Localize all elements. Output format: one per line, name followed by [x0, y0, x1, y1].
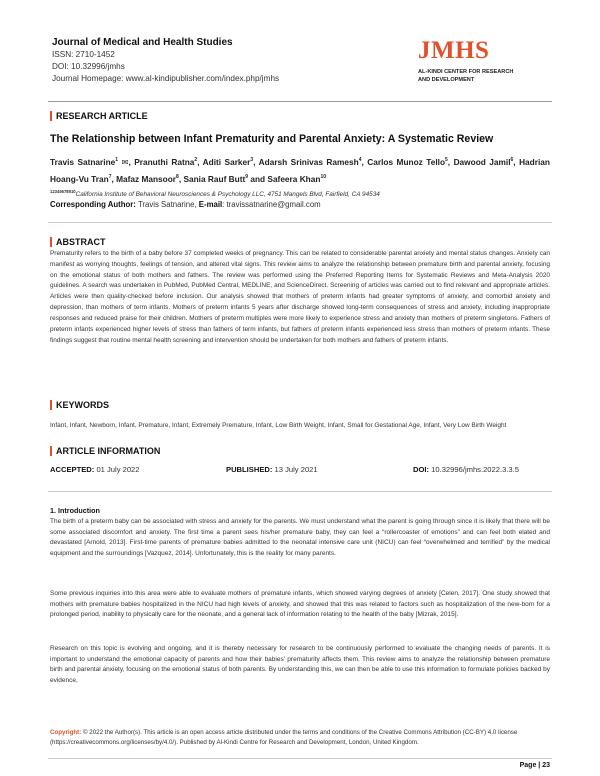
- keywords-text: Infant, Infant, Newborn, Infant, Premature, Infant, Extremely Premature, Infant, Low Birth Weight, Infant, Small for Gestational Age, Infant, Very Low Birth Weight: [50, 422, 507, 429]
- introduction-heading: 1. Introduction: [50, 506, 100, 515]
- paragraph: Research on this topic is evolving and ongoing, and it is thereby necessary for research to be continuously performed to evaluate the changing needs of parents. It is important to understand the emotional capacity of parents and how their babies’ prematurity affects them. This review aims to analyze the relationship between premature birth and parental anxiety, focusing on the emotional status of both parents. By understanding this, we can then be able to use this information to formulate policies backed by evidence,: [50, 645, 550, 684]
- published-label: PUBLISHED:: [226, 465, 273, 474]
- publisher-logo: [418, 38, 558, 84]
- divider: [48, 491, 552, 492]
- author-name: Aditi Sarker: [202, 157, 251, 167]
- corresponding-email[interactable]: : travissatnarine@gmail.com: [222, 200, 321, 209]
- journal-name: Journal of Medical and Health Studies: [52, 37, 233, 48]
- journal-issn: ISSN: 2710-1452: [52, 50, 115, 59]
- article-info-heading: [50, 446, 160, 456]
- article-info-row: [50, 465, 550, 477]
- author-sup: 8: [176, 174, 179, 181]
- paragraph: The birth of a preterm baby can be associated with stress and anxiety for the parents. We must understand what the parent is going through since it is likely that there will be some associated discomfort and anxiety. The first time a parent sees his/her premature baby, they can feel a “rollercoaster of emotions” and can feel both elated and devastated [Arnold, 2013]. First-time parents of premature babies admitted to the neonatal intensive care unit (NICU) can feel “overwhelmed and terrified” by the medical equipment and the surroundings [Vazquez, 2014]. Unfortunately, this is the reality for many parents.: [50, 518, 550, 557]
- author-conjunction: and: [250, 174, 266, 184]
- article-title: The Relationship between Infant Prematurity and Parental Anxiety: A Systematic Review: [50, 133, 494, 145]
- article-type: RESEARCH ARTICLE: [56, 111, 148, 121]
- author-name: Adarsh Srinivas Ramesh: [258, 157, 359, 167]
- author-sup: 6: [510, 157, 514, 164]
- author-sup: 10: [320, 174, 326, 181]
- header-divider: [48, 101, 552, 102]
- copyright-text: © 2022 the Author(s). This article is an open access article distributed under the terms and conditions of the Creative Commons Attribution (CC-BY) 4.0 license (https://creativecommons.org/licenses/by/4.0/). Published by Al-Kindi Centre for Research and Development, London, United Kingdom.: [50, 729, 518, 746]
- published-value: 13 July 2021: [274, 465, 318, 474]
- accepted-date: [50, 465, 140, 474]
- corresponding-name: Travis Satnarine,: [137, 200, 197, 209]
- author-name: Safeera Khan: [267, 174, 321, 184]
- published-date: [226, 465, 318, 474]
- mail-icon[interactable]: ✉: [121, 157, 129, 167]
- email-label: E-mail: [198, 200, 223, 209]
- copyright-notice: [50, 728, 550, 747]
- logo-subtitle-1: AL-KINDI CENTER FOR RESEARCH: [418, 69, 514, 75]
- affiliation-numbers: 12345678910: [50, 189, 76, 194]
- author-sup: 4: [358, 157, 362, 164]
- accent-bar: [50, 446, 52, 456]
- accent-bar: [50, 400, 52, 410]
- author-name: Travis Satnarine: [50, 157, 116, 167]
- affiliation-text: California Institute of Behavioral Neurosciences & Psychology LLC, 4751 Mangels Blvd, Fairfield, CA 94534: [75, 191, 380, 199]
- logo-subtitle-2: AND DEVELOPMENT: [418, 77, 475, 83]
- journal-homepage: Journal Homepage: www.al-kindipublisher.com/index.php/jmhs: [52, 74, 280, 83]
- abstract-text: Prematurity refers to the birth of a baby before 37 completed weeks of pregnancy. This can be related to considerable parental anxiety and mental status changes. Anxiety can manifest as worrying thoughts, feelings of tension, and altered vital signs. This review aims to analyze the relationship between premature birth and parental anxiety, focusing on the emotional status of both mothers and fathers. The review was performed using the Preferred Reporting Items for Systematic Reviews and Meta-Analysis 2020 guidelines. A search was undertaken in PubMed, PubMed Central, MEDLINE, and ScienceDirect. Screening of articles was carried out to find relevant and appropriate articles. Articles were then quality-checked before inclusion. Our analysis showed that mothers of preterm infants had greater symptoms of anxiety, and comorbid anxiety and depression, than mothers of term infants. Mothers of preterm infants 5 years after discharge showed long-term consequences of stress and anxiety, including inappropriate responses and reduced praise for their children. Mothers of preterm multiples were more likely to experience stress and anxiety than mothers of preterm singletons. Fathers of preterm infants experienced higher levels of stress than fathers of term infants, but fathers of preterm infants experienced less stress than mothers of preterm infants. These findings suggest that routine mental health screening and intervention should be undertaken for both mothers and fathers of preterm infants.: [50, 250, 550, 344]
- author-name: Mafaz Mansoor: [116, 174, 177, 184]
- keywords-heading-text: KEYWORDS: [56, 400, 110, 410]
- accepted-label: ACCEPTED:: [50, 465, 95, 474]
- keywords-heading: [50, 400, 109, 410]
- copyright-label: Copyright:: [50, 729, 82, 736]
- journal-doi: DOI: 10.32996/jmhs: [52, 62, 125, 71]
- doi-label: DOI:: [413, 465, 430, 474]
- article-type-tag: [50, 111, 148, 121]
- author-sup: 5: [445, 157, 448, 164]
- abstract-heading: [50, 237, 106, 247]
- paragraph: Some previous inquiries into this area were able to evaluate mothers of premature infants, which showed varying degrees of anxiety [Celen, 2017]. One study showed that mothers with premature babies hospitalized in the NICU had high levels of anxiety, and showed that this was related to factors such as hospitalization of the new-born for a prolonged period, inability to physically care for the neonate, and a general lack of information relating to the health of the baby [Mizrak, 2015].: [50, 590, 550, 619]
- author-name: Hadrian Hoang-Vu Tran: [50, 157, 550, 184]
- author-sup: 3: [250, 157, 254, 164]
- author-name: Carlos Munoz Tello: [367, 157, 446, 167]
- journal-header: [52, 36, 382, 85]
- author-name: Pranuthi Ratna: [134, 157, 195, 167]
- corresponding-author: [50, 199, 550, 211]
- author-name: Sania Rauf Butt: [183, 174, 246, 184]
- accent-bar: [50, 237, 52, 247]
- page-number: Page | 23: [519, 762, 550, 769]
- article-info-heading-text: ARTICLE INFORMATION: [56, 446, 161, 456]
- footer-divider: [48, 758, 552, 759]
- divider: [48, 222, 552, 223]
- author-name: Dawood Jamil: [453, 157, 511, 167]
- logo-text: JMHS: [418, 37, 490, 64]
- corresponding-label: Corresponding Author:: [50, 200, 136, 209]
- author-sup: 1: [115, 157, 119, 164]
- doi-value[interactable]: 10.32996/jmhs.2022.3.3.5: [431, 465, 519, 474]
- accepted-value: 01 July 2022: [96, 465, 140, 474]
- author-sup: 2: [194, 157, 198, 164]
- author-sup: 7: [108, 174, 112, 181]
- abstract-heading-text: ABSTRACT: [56, 237, 106, 247]
- accent-bar: [50, 111, 52, 121]
- author-list: Travis Satnarine$^1$ ✉, Pranuthi Ratna$^2$, Aditi Sarker$^3$, Adarsh Srinivas Ramesh$^4$, Carlos Munoz Tello$^5$, Dawood Jamil$^6$, Hadrian Hoang-Vu Tran$^7$, Mafaz Mansoor$^8$, Sania Rauf Butt$^9$ and Safeera Khan$^{10}$: [50, 157, 550, 184]
- article-doi: [413, 465, 519, 474]
- author-sup: 9: [245, 174, 249, 181]
